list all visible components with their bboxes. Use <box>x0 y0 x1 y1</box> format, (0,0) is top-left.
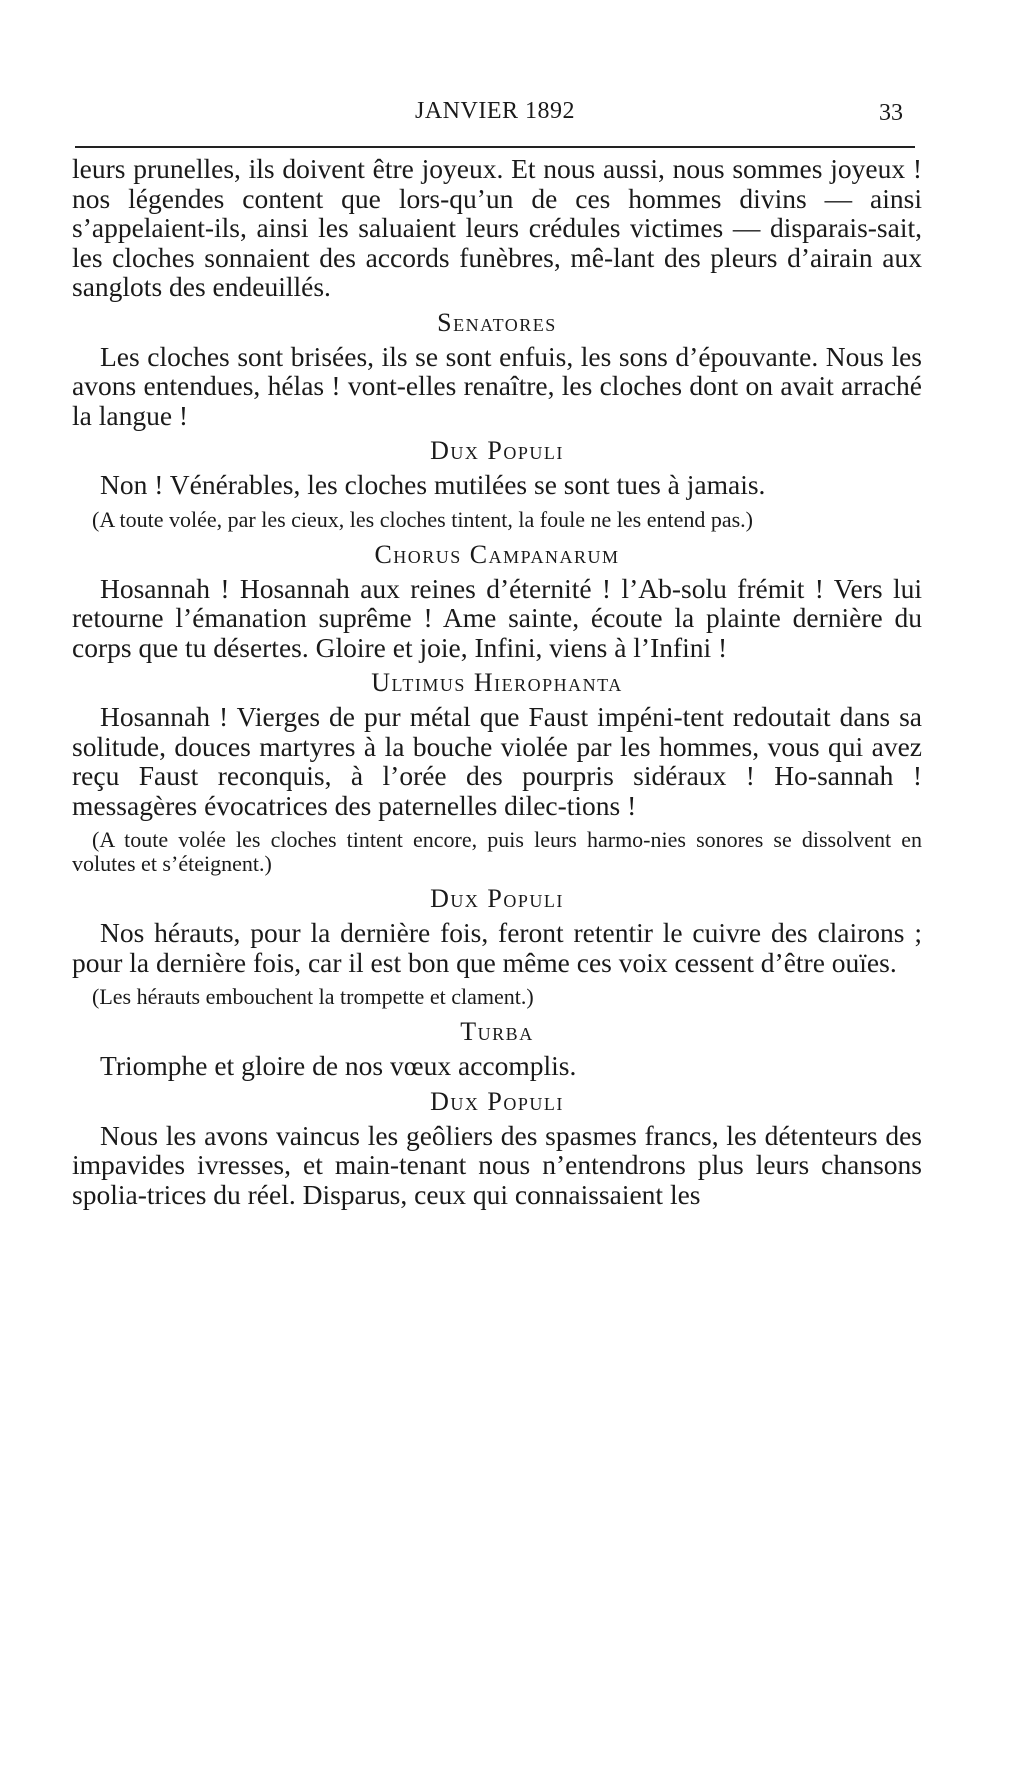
stage-direction: (Les hérauts embouchent la trompette et clament.) <box>92 984 534 1009</box>
paragraph: leurs prunelles, ils doivent être joyeux. Et nous aussi, nous sommes joyeux ! nos légendes content que lors-qu’un de ces hommes divins — ainsi s’appelaient-ils, ainsi les saluaient leurs crédules victimes — disparais-sait, les cloches sonnaient des accords funèbres, mê-lant des pleurs d’airain aux sanglots des endeuillés. <box>72 153 922 302</box>
speaker-name: Dux Populi <box>430 1086 564 1116</box>
paragraph: Hosannah ! Vierges de pur métal que Faust impéni-tent redoutait dans sa solitude, douces martyres à la bouche violée par les hommes, vous qui avez reçu Faust reconquis, à l’orée des pourpris sidéraux ! Ho-sannah ! messagères évocatrices des paternelles dilec-tions ! <box>72 701 922 821</box>
paragraph: Nos hérauts, pour la dernière fois, feront retentir le cuivre des clairons ; pour la dernière fois, car il est bon que même ces voix cessent d’être ouïes. <box>72 917 922 978</box>
stage-direction: (A toute volée, par les cieux, les cloches tintent, la foule ne les entend pas.) <box>92 506 753 532</box>
paragraph: Les cloches sont brisées, ils se sont enfuis, les sons d’épouvante. Nous les avons entendues, hélas ! vont-elles renaître, les cloches dont on avait arraché la langue ! <box>72 340 922 431</box>
page-body <box>72 154 922 1209</box>
speaker-name: Dux Populi <box>430 884 564 913</box>
speaker-name: Ultimus Hierophanta <box>371 668 623 697</box>
speaker-name: Turba <box>460 1017 534 1046</box>
paragraph: Non ! Vénérables, les cloches mutilées se sont tues à jamais. <box>100 469 766 500</box>
page-number: 33 <box>879 100 903 126</box>
speaker-name: Senatores <box>437 307 557 337</box>
header-rule <box>75 146 915 148</box>
running-title: JANVIER 1892 <box>415 98 575 124</box>
speaker-name: Chorus Campanarum <box>374 539 620 569</box>
paragraph: Triomphe et gloire de nos vœux accomplis. <box>100 1050 577 1081</box>
paragraph: Hosannah ! Hosannah aux reines d’éternité ! l’Ab-solu frémit ! Vers lui retourne l’émanation suprême ! Ame sainte, écoute la plainte dernière du corps que tu désertes. Gloire et joie, Infini, viens à l’Infini ! <box>72 572 922 663</box>
speaker-name: Dux Populi <box>430 436 564 465</box>
page-header <box>75 92 915 132</box>
stage-direction: (A toute volée les cloches tintent encore, puis leurs harmo-nies sonores se dissolvent en volutes et s’éteignent.) <box>72 827 922 876</box>
paragraph: Nous les avons vaincus les geôliers des spasmes francs, les détenteurs des impavides ivresses, et main-tenant nous n’entendrons plus leurs chansons spolia-trices du réel. Disparus, ceux qui connaissaient les <box>72 1119 922 1210</box>
